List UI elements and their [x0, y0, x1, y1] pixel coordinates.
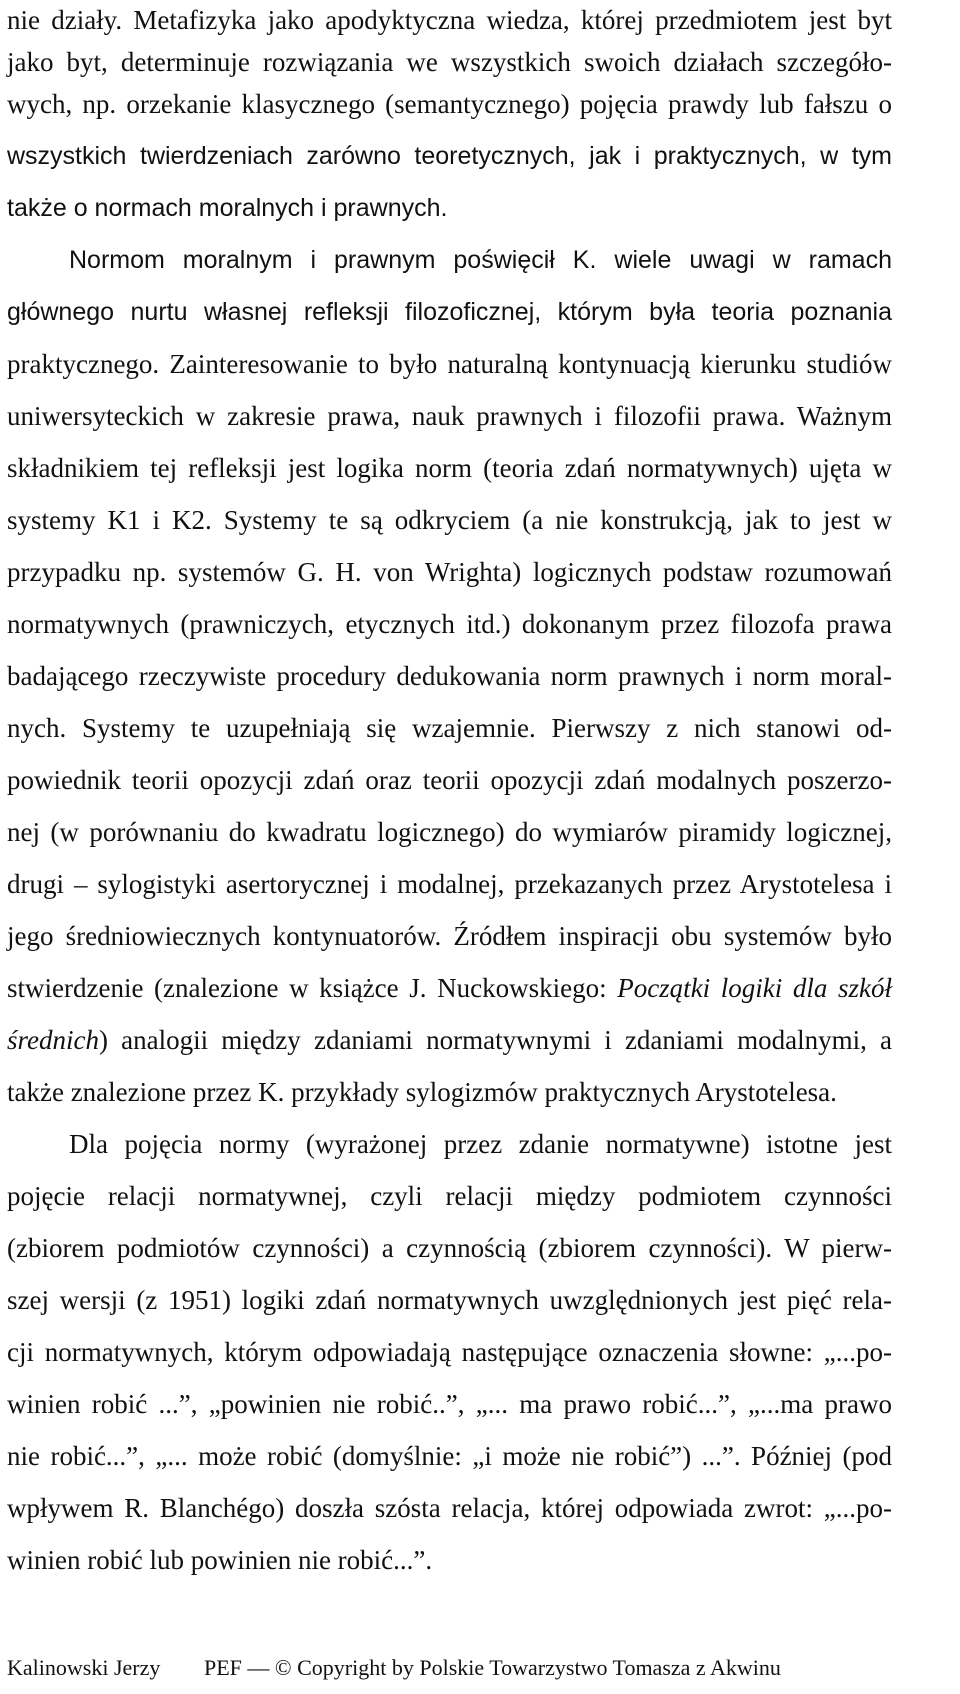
text-line: (zbiorem podmiotów czynności) a czynnością (zbiorem czynności). W pierw- — [7, 1233, 892, 1263]
text-line: winien robić lub powinien nie robić...”. — [7, 1545, 433, 1575]
text-segment: ) analogii między zdaniami normatywnymi i zdaniami modalnymi, a — [98, 1025, 892, 1055]
text-line: jako byt, determinuje rozwiązania we wszystkich swoich działach szczegóło- — [7, 47, 892, 77]
text-line: pojęcie relacji normatywnej, czyli relacji między podmiotem czynności — [7, 1181, 892, 1211]
text-line: nych. Systemy te uzupełniają się wzajemnie. Pierwszy z nich stanowi od- — [7, 713, 892, 743]
footer-author: Kalinowski Jerzy — [7, 1655, 161, 1680]
text-segment: stwierdzenie (znalezione w książce J. Nuckowskiego: — [7, 973, 618, 1003]
text-line: jego średniowiecznych kontynuatorów. Źródłem inspiracji obu systemów było — [7, 921, 892, 951]
text-line: drugi – sylogistyki asertorycznej i modalnej, przekazanych przez Arystotelesa i — [7, 869, 892, 899]
text-line: także znalezione przez K. przykłady sylogizmów praktycznych Arystotelesa. — [7, 1077, 837, 1107]
text-line: szej wersji (z 1951) logiki zdań normatywnych uwzględnionych jest pięć rela- — [7, 1285, 892, 1315]
text-line: nej (w porównaniu do kwadratu logicznego) do wymiarów piramidy logicznej, — [7, 817, 892, 847]
text-line: nie robić...”, „... może robić (domyślnie: „i może nie robić”) ...”. Później (pod — [7, 1441, 892, 1471]
book-title-part: Początki logiki dla szkół — [617, 973, 892, 1003]
text-line: badającego rzeczywiste procedury dedukowania norm prawnych i norm moral- — [7, 661, 892, 691]
book-title-part: średnich — [7, 1025, 99, 1055]
text-line: nie działy. Metafizyka jako apodyktyczna wiedza, której przedmiotem jest byt — [7, 5, 892, 35]
text-line: praktycznego. Zainteresowanie to było naturalną kontynuacją kierunku studiów — [7, 349, 892, 379]
text-line: wszystkich twierdzeniach zarówno teoretycznych, jak i praktycznych, w tym — [7, 142, 892, 170]
text-line — [7, 1020, 892, 1060]
text-line: składnikiem tej refleksji jest logika norm (teoria zdań normatywnych) ujęta w — [7, 453, 892, 483]
text-line: Normom moralnym i prawnym poświęcił K. wiele uwagi w ramach — [69, 246, 892, 274]
text-line: także o normach moralnych i prawnych. — [7, 194, 448, 222]
text-line: powiednik teorii opozycji zdań oraz teorii opozycji zdań modalnych poszerzo- — [7, 765, 892, 795]
footer-copyright: PEF — © Copyright by Polskie Towarzystwo Tomasza z Akwinu — [204, 1655, 781, 1680]
text-line: głównego nurtu własnej refleksji filozoficznej, którym była teoria poznania — [7, 298, 892, 326]
text-line: wpływem R. Blanchégo) doszła szósta relacja, której odpowiada zwrot: „...po- — [7, 1493, 892, 1523]
text-line: normatywnych (prawniczych, etycznych itd.) dokonanym przez filozofa prawa — [7, 609, 892, 639]
text-line: cji normatywnych, którym odpowiadają następujące oznaczenia słowne: „...po- — [7, 1337, 892, 1367]
text-line: systemy K1 i K2. Systemy te są odkryciem (a nie konstrukcją, jak to jest w — [7, 505, 892, 535]
page-footer — [7, 1650, 892, 1686]
text-line: przypadku np. systemów G. H. von Wrighta) logicznych podstaw rozumowań — [7, 557, 892, 587]
text-line — [7, 968, 892, 1008]
text-line: wych, np. orzekanie klasycznego (semantycznego) pojęcia prawdy lub fałszu o — [7, 89, 892, 119]
text-line: winien robić ...”, „powinien nie robić..”, „... ma prawo robić...”, „...ma prawo — [7, 1389, 892, 1419]
text-line: Dla pojęcia normy (wyrażonej przez zdanie normatywne) istotne jest — [69, 1129, 892, 1159]
text-line: uniwersyteckich w zakresie prawa, nauk prawnych i filozofii prawa. Ważnym — [7, 401, 892, 431]
